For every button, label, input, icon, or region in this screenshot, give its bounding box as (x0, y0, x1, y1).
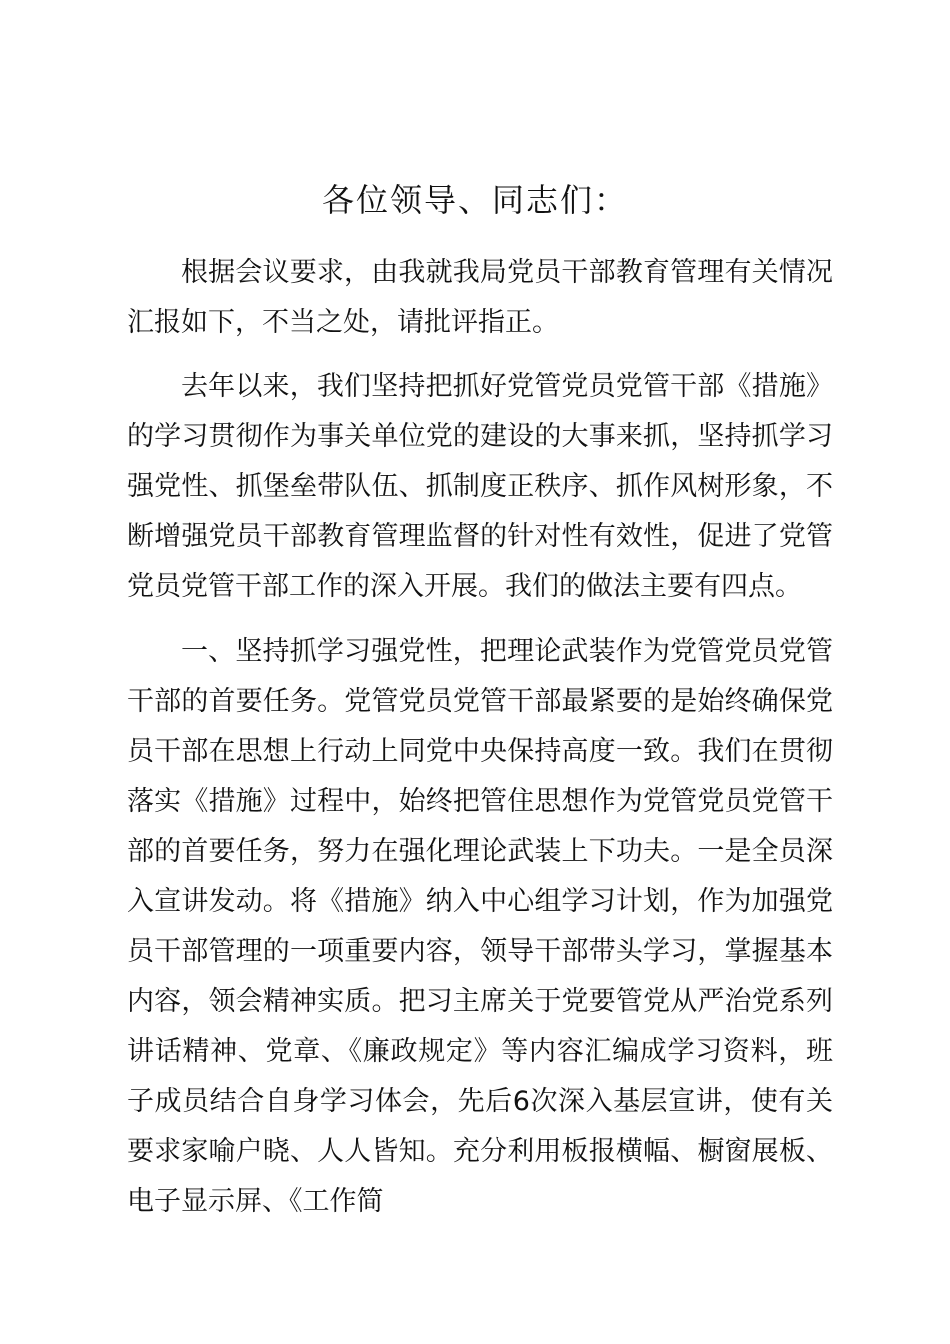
paragraph-intro: 根据会议要求，由我就我局党员干部教育管理有关情况汇报如下，不当之处，请批评指正。 (127, 257, 833, 338)
paragraph-point-one: 一、坚持抓学习强党性，把理论武装作为党管党员党管干部的首要任务。党管党员党管干部最紧要的是始终确保党员干部在思想上行动上同党中央保持高度一致。我们在贯彻落实《措施》过程中，始终把管住思想作为党管党员党管干部的首要任务，努力在强化理论武装上下功夫。一是全员深入宣讲发动。将《措施》纳入中心组学习计划，作为加强党员干部管理的一项重要内容，领导干部带头学习，掌握基本内容，领会精神实质。把习主席关于党要管党从严治党系列讲话精神、党章、《廉政规定》等内容汇编成学习资料，班子成员结合自身学习体会，先后6次深入基层宣讲，使有关要求家喻户晓、人人皆知。充分利用板报横幅、橱窗展板、电子显示屏、《工作简 (127, 636, 833, 1217)
paragraph-overview: 去年以来，我们坚持把抓好党管党员党管干部《措施》的学习贯彻作为事关单位党的建设的大事来抓，坚持抓学习强党性、抓堡垒带队伍、抓制度正秩序、抓作风树形象，不断增强党员干部教育管理监督的针对性有效性，促进了党管党员党管干部工作的深入开展。我们的做法主要有四点。 (127, 371, 833, 602)
salutation-heading: 各位领导、同志们： (321, 181, 628, 219)
